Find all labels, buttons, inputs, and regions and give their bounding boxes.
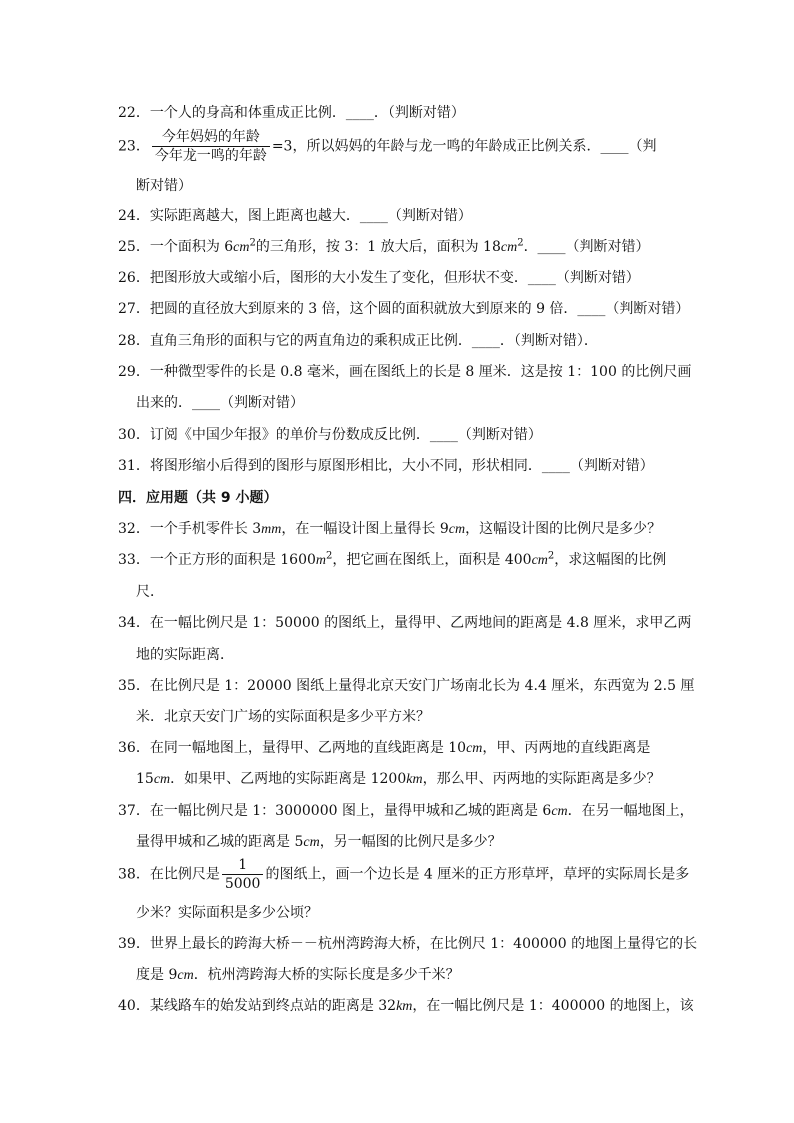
text: 38．在比例尺是 <box>118 866 220 883</box>
text: 33．一个正方形的面积是 1600 <box>118 552 316 568</box>
question-28: 28．直角三角形的面积与它的两直角边的乘积成正比例．____．（判断对错）． <box>118 333 598 349</box>
section-heading: 四．应用题（共 9 小题） <box>118 490 278 506</box>
question-37-cont <box>136 833 502 852</box>
text: ，在一幅比例尺是 1：400000 的地图上，该 <box>412 998 694 1014</box>
question-39-cont <box>136 966 460 985</box>
question-38-cont: 少米？实际面积是多少公顷？ <box>136 905 318 921</box>
fraction <box>222 856 264 893</box>
question-35-cont: 米．北京天安门广场的实际面积是多少平方米？ <box>136 709 430 725</box>
exponent: 2 <box>517 237 524 249</box>
question-23-cont: 断对错） <box>136 178 192 194</box>
question-25 <box>118 238 650 257</box>
text: ．杭州湾跨海大桥的实际长度是多少千米？ <box>193 967 460 983</box>
text: ．在另一幅地图上， <box>567 803 694 819</box>
text: ，那么甲、丙两地的实际距离是多少？ <box>422 771 661 787</box>
question-36 <box>118 739 650 758</box>
question-24: 24．实际距离越大，图上距离也越大．____（判断对错） <box>118 208 472 224</box>
question-23 <box>118 128 656 165</box>
text: ．____（判断对错） <box>523 239 650 255</box>
question-26: 26．把图形放大或缩小后，图形的大小发生了变化，但形状不变．____（判断对错） <box>118 270 640 286</box>
text: 的三角形，按 3：1 放大后，面积为 18 <box>255 239 501 255</box>
question-37 <box>118 802 694 821</box>
unit: cm <box>500 240 518 255</box>
unit: mm <box>261 522 282 537</box>
question-30: 30．订阅《中国少年报》的单价与份数成反比例．____（判断对错） <box>118 427 542 443</box>
text: 36．在同一幅地图上，量得甲、乙两地的直线距离是 10 <box>118 740 467 756</box>
question-35: 35．在比例尺是 1：20000 图纸上量得北京天安门广场南北长为 4.4 厘米，东西宽为 2.5 厘 <box>118 678 695 694</box>
question-31: 31．将图形缩小后得到的图形与原图形相比，大小不同，形状相同．____（判断对错） <box>118 458 654 474</box>
exponent: 2 <box>326 550 333 562</box>
text: ，另一幅图的比例尺是多少？ <box>319 834 502 850</box>
question-27: 27．把圆的直径放大到原来的 3 倍，这个圆的面积就放大到原来的 9 倍．____（判断对错） <box>118 301 690 317</box>
text: 量得甲城和乙城的距离是 5 <box>136 834 304 850</box>
question-29: 29．一种微型零件的长是 0.8 毫米，画在图纸上的长是 8 厘米．这是按 1：100 的比例尺画 <box>118 364 692 380</box>
unit: cm <box>153 772 171 787</box>
question-34: 34．在一幅比例尺是 1：50000 的图纸上，量得甲、乙两地间的距离是 4.8 厘米，求甲乙两 <box>118 615 692 631</box>
text: 32．一个手机零件长 3 <box>118 521 262 537</box>
text: ，把它画在图纸上，面积是 400 <box>332 552 532 568</box>
text: ，这幅设计图的比例尺是多少？ <box>465 521 662 537</box>
question-22: 22．一个人的身高和体重成正比例．____．（判断对错） <box>118 105 465 121</box>
text: 40．某线路车的始发站到终点站的距离是 32 <box>118 998 397 1014</box>
unit: cm <box>448 522 466 537</box>
question-text: =3，所以妈妈的年龄与龙一鸣的年龄成正比例关系．____（判 <box>271 138 657 155</box>
question-33 <box>118 551 666 570</box>
question-39: 39．世界上最长的跨海大桥－－杭州湾跨海大桥，在比例尺 1：400000 的地图上量得它的长 <box>118 936 698 952</box>
fraction <box>152 128 270 165</box>
text: 15 <box>136 771 154 787</box>
unit: cm <box>303 835 320 850</box>
fraction-numerator: 今年妈妈的年龄 <box>152 128 270 147</box>
exponent: 2 <box>547 550 555 562</box>
text: 度是 9 <box>136 967 178 983</box>
question-number: 23． <box>118 138 150 155</box>
question-29-cont: 出来的．____（判断对错） <box>136 395 304 411</box>
text: 25．一个面积为 6 <box>118 239 234 255</box>
text: ，甲、丙两地的直线距离是 <box>482 740 651 756</box>
question-36-cont <box>136 770 661 789</box>
text: ．如果甲、乙两地的实际距离是 1200 <box>170 771 407 787</box>
unit: km <box>396 999 413 1014</box>
unit: cm <box>531 553 548 568</box>
unit: cm <box>177 968 194 983</box>
fraction-numerator: 1 <box>222 856 264 875</box>
fraction-denominator: 5000 <box>224 876 261 892</box>
unit: m <box>315 553 327 568</box>
question-38 <box>118 856 689 893</box>
unit: cm <box>466 741 483 756</box>
text: 的图纸上，画一个边长是 4 厘米的正方形草坪，草坪的实际周长是多 <box>265 866 690 883</box>
text: ，求这幅图的比例 <box>554 552 667 568</box>
fraction-denominator: 今年龙一鸣的年龄 <box>154 148 267 164</box>
question-34-cont: 地的实际距离． <box>136 647 234 663</box>
unit: cm <box>233 240 250 255</box>
question-33-cont: 尺． <box>136 584 164 600</box>
question-40 <box>118 997 694 1016</box>
text: 37．在一幅比例尺是 1：3000000 图上，量得甲城和乙城的距离是 6 <box>118 803 552 819</box>
unit: cm <box>551 804 568 819</box>
text: ，在一幅设计图上量得长 9 <box>281 521 449 537</box>
exponent: 2 <box>249 237 256 249</box>
question-32 <box>118 520 661 539</box>
unit: km <box>406 772 423 787</box>
